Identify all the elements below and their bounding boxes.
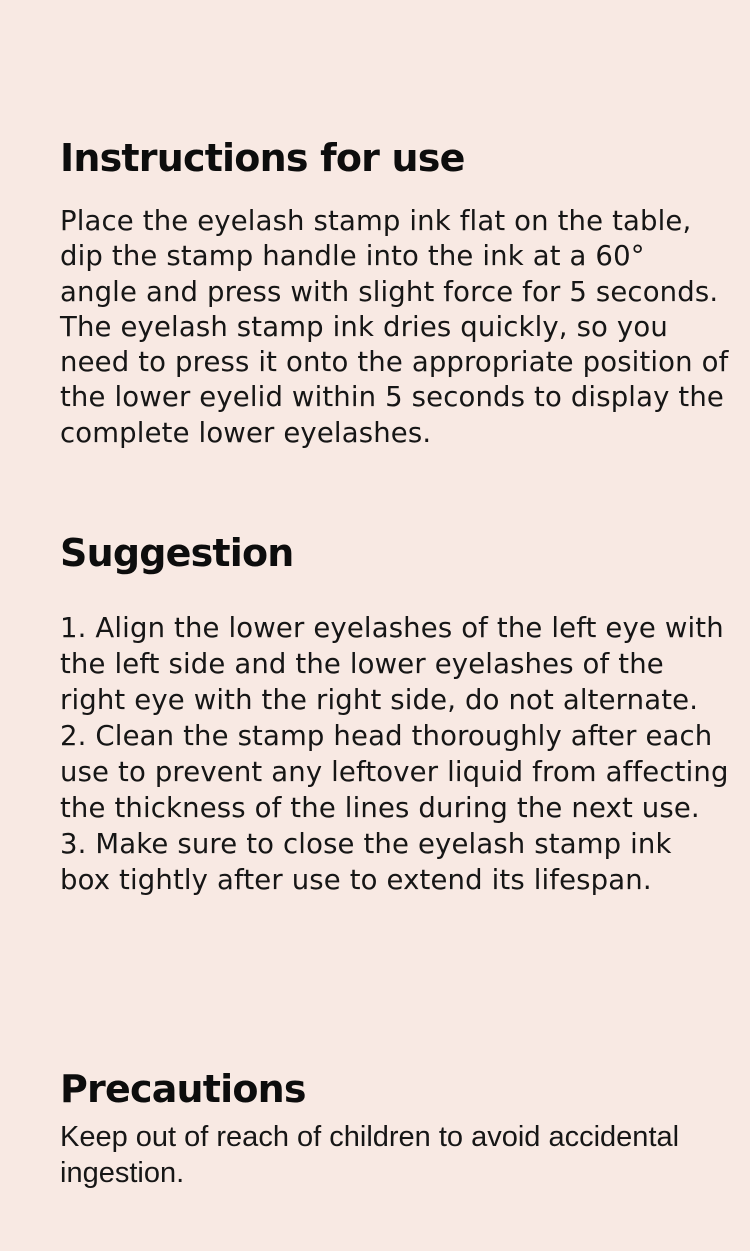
suggestion-heading: Suggestion [60, 531, 294, 575]
suggestion-item-1: 1. Align the lower eyelashes of the left eye with the left side and the lower eyelashes of the right eye with the right side, do not alternate. [60, 612, 724, 716]
precautions-section [60, 1066, 730, 1191]
suggestion-item-3: 3. Make sure to close the eyelash stamp ink box tightly after use to extend its lifespan. [60, 828, 672, 896]
suggestion-item-2: 2. Clean the stamp head thoroughly after each use to prevent any leftover liquid from affecting the thickness of the lines during the next use. [60, 720, 729, 824]
precautions-heading: Precautions [60, 1067, 306, 1111]
instructions-heading: Instructions for use [60, 136, 465, 180]
suggestion-section [60, 530, 730, 898]
instructions-text: Place the eyelash stamp ink flat on the table, dip the stamp handle into the ink at a 60° angle and press with slight force for 5 seconds. The eyelash stamp ink dries quickly, so you need to press it onto the appropriate position of the lower eyelid within 5 seconds to display the complete lower eyelashes. [60, 205, 729, 449]
suggestion-list [60, 610, 730, 898]
precautions-text: Keep out of reach of children to avoid accidental ingestion. [60, 1121, 680, 1189]
instructions-section [60, 135, 730, 451]
